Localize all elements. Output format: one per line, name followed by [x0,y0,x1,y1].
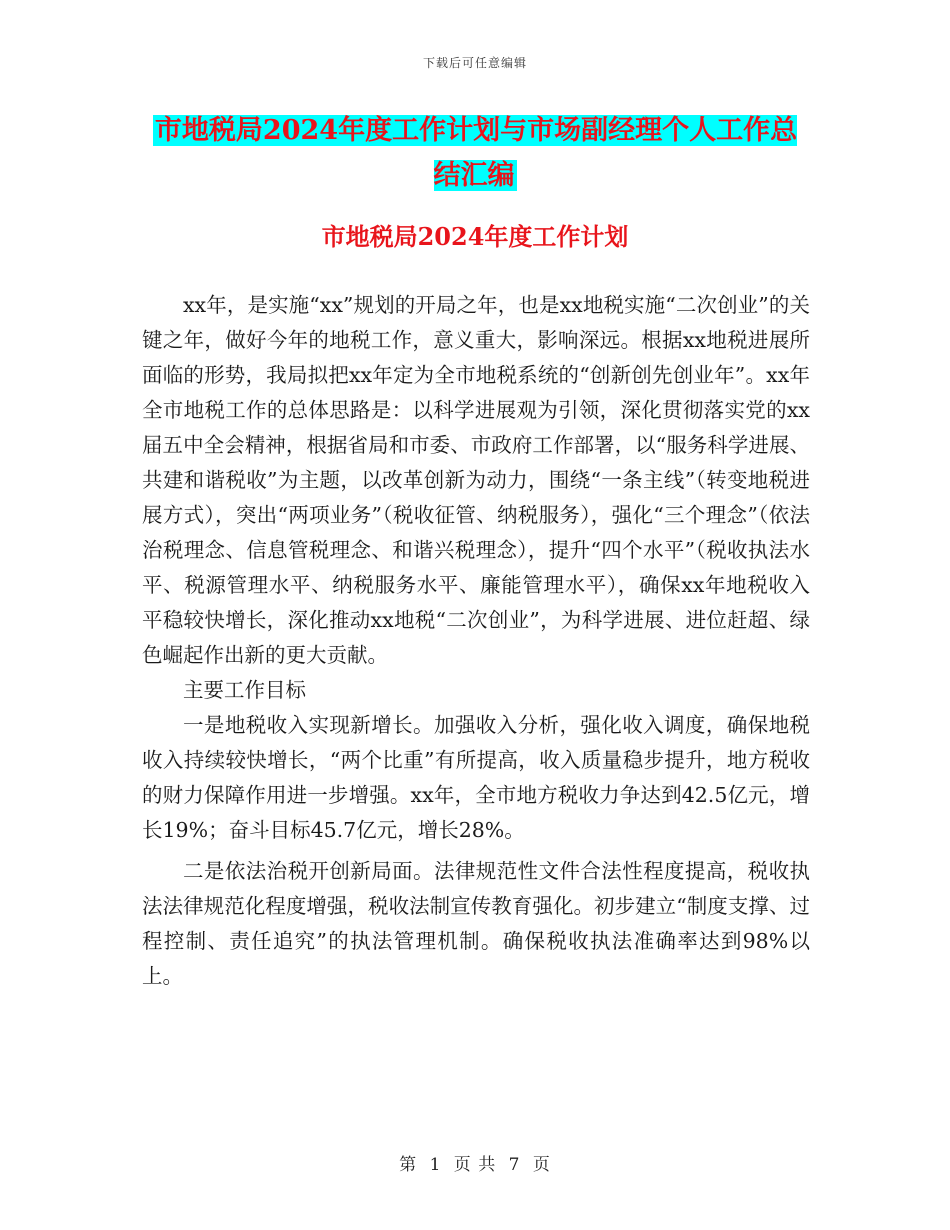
paragraph-goal-2: 二是依法治税开创新局面。法律规范性文件合法性程度提高，税收执法法律规范化程度增强，税收法制宣传教育强化。初步建立“制度支撑、过程控制、责任追究”的执法管理机制。确保税收执法准确率达到98%以上。 [142,859,810,988]
footer-prefix: 第 [399,1155,418,1175]
section-title: 市地税局2024年度工作计划 [321,222,629,251]
document-body [142,288,810,994]
document-title-text: 市地税局2024年度工作计划与市场副经理个人工作总结汇编 [154,115,798,191]
page-footer [0,1150,950,1175]
paragraph-goal-1: 一是地税收入实现新增长。加强收入分析，强化收入调度，确保地税收入持续较快增长，“两个比重”有所提高，收入质量稳步提升，地方税收的财力保障作用进一步增强。xx年，全市地方税收力争达到42.5亿元，增长19%；奋斗目标45.7亿元，增长28%。 [142,713,810,842]
footer-middle: 页 共 [453,1155,497,1175]
footer-suffix: 页 [532,1155,551,1175]
document-title [140,108,810,198]
current-page-number: 1 [429,1155,442,1175]
paragraph-heading-goals: 主要工作目标 [183,678,306,702]
paragraph-intro: xx年，是实施“xx”规划的开局之年，也是xx地税实施“二次创业”的关键之年，做好今年的地税工作，意义重大，影响深远。根据xx地税进展所面临的形势，我局拟把xx年定为全市地税系统的“创新创先创业年”。xx年全市地税工作的总体思路是：以科学进展观为引领，深化贯彻落实党的xx届五中全会精神，根据省局和市委、市政府工作部署，以“服务科学进展、共建和谐税收”为主题，以改革创新为动力，围绕“一条主线”（转变地税进展方式），突出“两项业务”（税收征管、纳税服务），强化“三个理念”（依法治税理念、信息管税理念、和谐兴税理念），提升“四个水平”（税收执法水平、税源管理水平、纳税服务水平、廉能管理水平），确保xx年地税收入平稳较快增长，深化推动xx地税“二次创业”，为科学进展、进位赶超、绿色崛起作出新的更大贡献。 [142,293,810,667]
header-note: 下载后可任意编辑 [422,56,527,70]
total-page-count: 7 [508,1155,521,1175]
